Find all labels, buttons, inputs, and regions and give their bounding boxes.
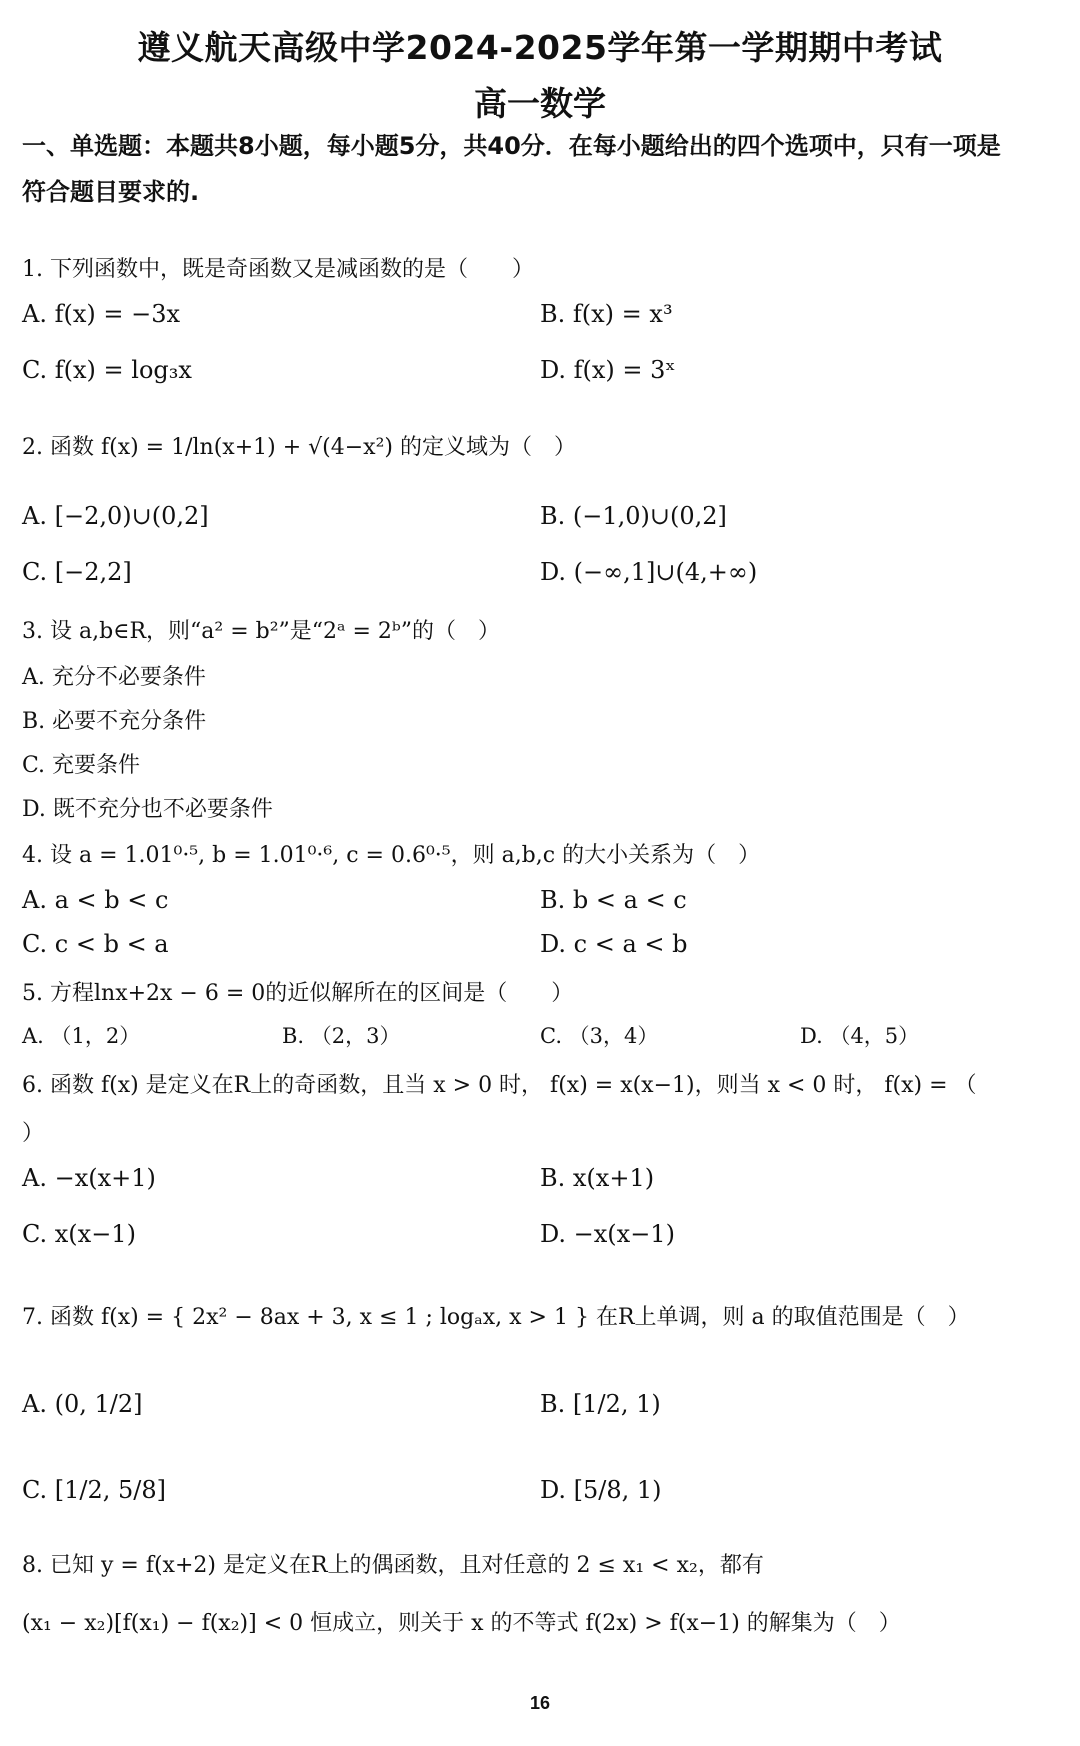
q3-option-d: D. 既不充分也不必要条件 [22,797,273,822]
q1-option-a: A. f(x) = −3x [22,300,181,328]
q7-option-c: C. [1/2, 5/8] [22,1476,166,1504]
question-6-stem-cont: ） [22,1121,45,1146]
q3-option-c: C. 充要条件 [22,753,141,778]
q1-option-c: C. f(x) = log₃x [22,356,192,384]
question-3-stem: 3. 设 a,b∈R，则“a² = b²”是“2ᵃ = 2ᵇ”的（ ） [22,619,500,644]
question-6-stem: 6. 函数 f(x) 是定义在R上的奇函数，且当 x > 0 时， f(x) = x(x−1)，则当 x < 0 时， f(x) = （ [22,1073,977,1098]
question-8-stem: 8. 已知 y = f(x+2) 是定义在R上的偶函数，且对任意的 2 ≤ x₁ < x₂，都有 [22,1553,764,1578]
q7-option-b: B. [1/2, 1) [540,1390,661,1418]
q5-option-b: B. （2，3） [282,1024,401,1048]
question-5-stem: 5. 方程lnx+2x − 6 = 0的近似解所在的区间是（ ） [22,981,574,1006]
q7-option-a: A. (0, 1/2] [22,1390,143,1418]
q4-option-a: A. a < b < c [22,886,169,914]
q6-option-a: A. −x(x+1) [22,1164,156,1192]
question-7-stem: 7. 函数 f(x) = { 2x² − 8ax + 3, x ≤ 1 ; logₐx, x > 1 } 在R上单调，则 a 的取值范围是（ ） [22,1305,970,1330]
q5-option-d: D. （4，5） [800,1024,920,1048]
q2-option-d: D. (−∞,1]∪(4,+∞) [540,558,758,586]
q7-option-d: D. [5/8, 1) [540,1476,662,1504]
q2-option-a: A. [−2,0)∪(0,2] [22,502,209,530]
q2-option-b: B. (−1,0)∪(0,2] [540,502,727,530]
section-heading-line1: 一、单选题：本题共8小题，每小题5分，共40分．在每小题给出的四个选项中，只有一项是 [22,132,1001,160]
q1-option-b: B. f(x) = x³ [540,300,673,328]
question-1-stem: 1. 下列函数中，既是奇函数又是减函数的是（ ） [22,257,534,282]
q6-option-b: B. x(x+1) [540,1164,655,1192]
q4-option-b: B. b < a < c [540,886,687,914]
question-4-stem: 4. 设 a = 1.01⁰·⁵, b = 1.01⁰·⁶, c = 0.6⁰·⁵，则 a,b,c 的大小关系为（ ） [22,843,761,868]
question-8-stem-cont: (x₁ − x₂)[f(x₁) − f(x₂)] < 0 恒成立，则关于 x 的不等式 f(2x) > f(x−1) 的解集为（ ） [22,1611,901,1636]
q4-option-d: D. c < a < b [540,930,688,958]
q1-option-d: D. f(x) = 3ˣ [540,356,676,384]
q2-option-c: C. [−2,2] [22,558,132,586]
page-number: 16 [529,1693,551,1713]
q3-option-a: A. 充分不必要条件 [22,665,206,690]
q5-option-c: C. （3，4） [540,1024,659,1048]
section-heading-line2: 符合题目要求的. [22,178,200,206]
q4-option-c: C. c < b < a [22,930,169,958]
q6-option-c: C. x(x−1) [22,1220,136,1248]
exam-subtitle: 高一数学 [474,84,606,123]
q6-option-d: D. −x(x−1) [540,1220,675,1248]
q5-option-a: A. （1，2） [22,1024,141,1048]
q3-option-b: B. 必要不充分条件 [22,709,207,734]
exam-title: 遵义航天高级中学2024-2025学年第一学期期中考试 [137,28,943,67]
question-2-stem: 2. 函数 f(x) = 1/ln(x+1) + √(4−x²) 的定义域为（ ） [22,435,576,460]
